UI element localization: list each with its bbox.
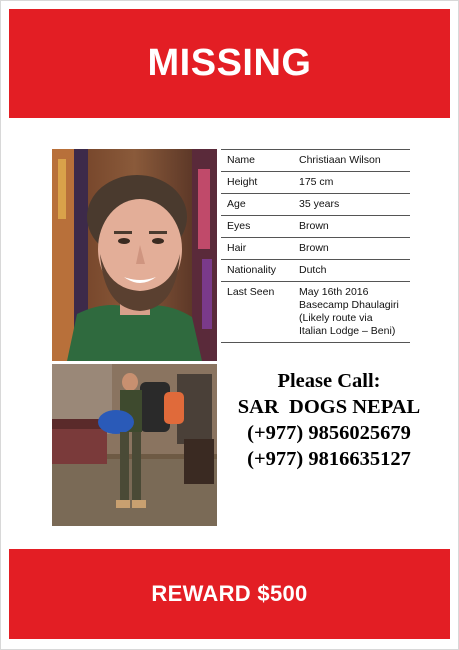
- contact-heading: Please Call:: [277, 370, 381, 392]
- last-seen-line: Italian Lodge – Beni): [299, 325, 396, 337]
- detail-label: Eyes: [227, 220, 251, 232]
- detail-value: Brown: [299, 220, 329, 232]
- full-body-photo: [52, 364, 217, 526]
- contact-phone: (+977) 9816635127: [247, 448, 411, 470]
- detail-row-last-seen: [221, 282, 410, 343]
- detail-row-nationality: [221, 260, 410, 282]
- detail-row-hair: [221, 238, 410, 260]
- contact-phone: (+977) 9856025679: [247, 422, 411, 444]
- detail-value: Christiaan Wilson: [299, 154, 381, 166]
- detail-label: Age: [227, 198, 246, 210]
- detail-label: Last Seen: [227, 286, 275, 298]
- detail-row-name: [221, 149, 410, 172]
- last-seen-line: Basecamp Dhaulagiri: [299, 299, 399, 311]
- contact-organization: SAR DOGS NEPAL: [237, 396, 421, 418]
- detail-label: Name: [227, 154, 256, 166]
- details-table: [221, 149, 410, 343]
- detail-label: Nationality: [227, 264, 277, 276]
- detail-label: Hair: [227, 242, 247, 254]
- contact-block: [221, 368, 437, 472]
- detail-label: Height: [227, 176, 258, 188]
- detail-value: 175 cm: [299, 176, 334, 188]
- last-seen-line: (Likely route via: [299, 312, 373, 324]
- missing-banner: [9, 9, 450, 118]
- detail-row-age: [221, 194, 410, 216]
- last-seen-line: May 16th 2016: [299, 286, 369, 298]
- reward-text: REWARD $500: [151, 581, 308, 606]
- reward-banner: [9, 549, 450, 639]
- detail-value: Brown: [299, 242, 329, 254]
- missing-title: MISSING: [147, 42, 312, 84]
- detail-value: 35 years: [299, 198, 340, 210]
- portrait-photo: [52, 149, 217, 361]
- detail-row-height: [221, 172, 410, 194]
- detail-value: Dutch: [299, 264, 327, 276]
- detail-row-eyes: [221, 216, 410, 238]
- detail-value: [299, 286, 410, 338]
